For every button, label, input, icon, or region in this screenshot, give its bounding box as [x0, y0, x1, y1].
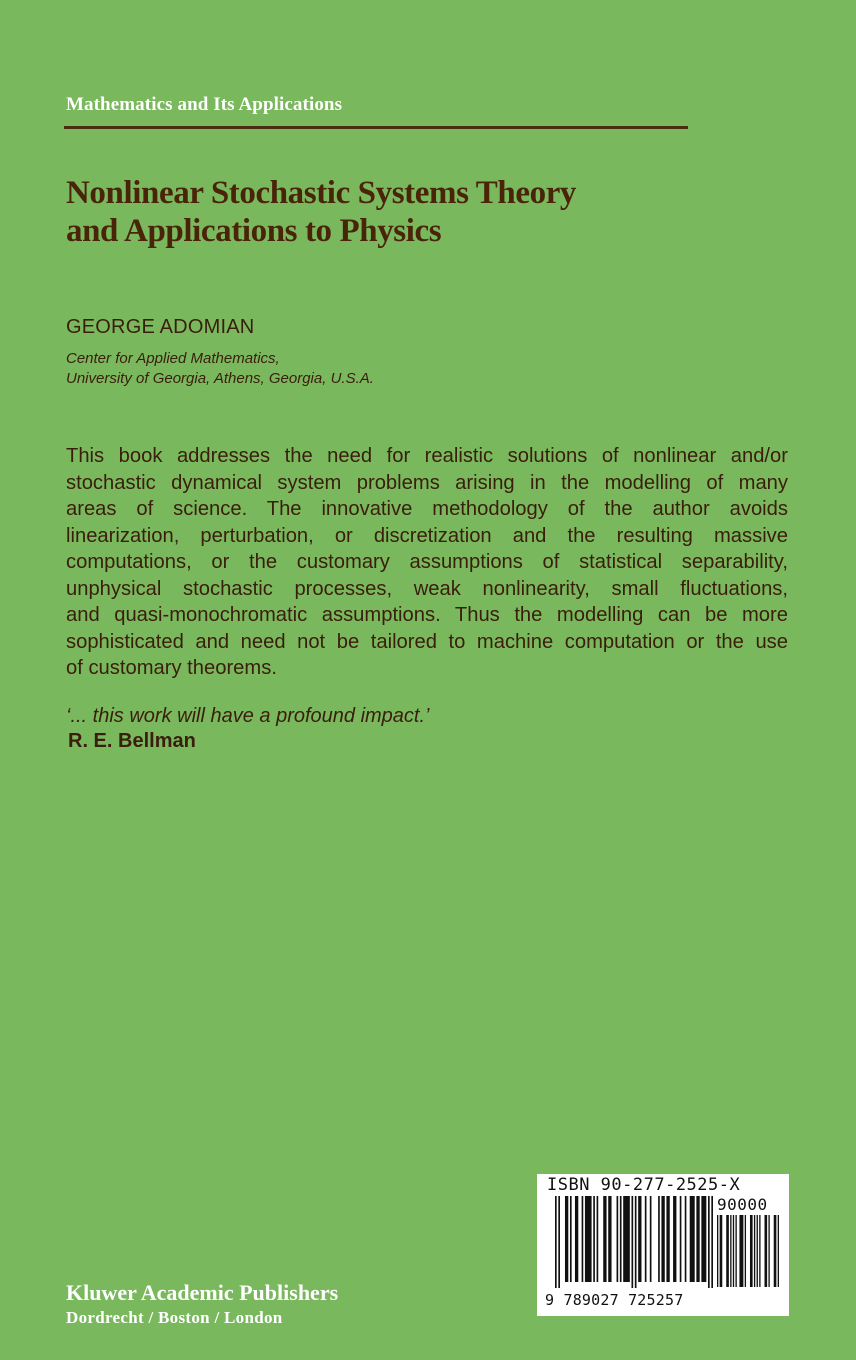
description-line: and quasi-monochromatic assumptions. Thus the modelling can be more [66, 604, 788, 626]
description-line: of customary theorems. [66, 657, 277, 679]
affiliation-line: Center for Applied Mathematics, [66, 350, 280, 367]
endorsement-author: R. E. Bellman [68, 730, 196, 752]
author-affiliation [66, 349, 374, 389]
barcode-bars [555, 1196, 715, 1292]
book-title-line: Nonlinear Stochastic Systems Theory [66, 175, 577, 211]
book-description [66, 443, 788, 682]
addon-barcode-bars [717, 1215, 781, 1289]
book-title [66, 174, 576, 250]
publisher-name: Kluwer Academic Publishers [66, 1280, 339, 1305]
isbn-label: ISBN 90-277-2525-X [547, 1175, 741, 1195]
description-line: This book addresses the need for realistic solutions of nonlinear and/or [66, 445, 788, 467]
affiliation-line: University of Georgia, Athens, Georgia, U.S.A. [66, 370, 374, 387]
book-title-line: and Applications to Physics [66, 213, 442, 249]
description-line: areas of science. The innovative methodology of the author avoids [66, 498, 788, 520]
author-name: GEORGE ADOMIAN [66, 316, 255, 338]
description-line: linearization, perturbation, or discretization and the resulting massive [66, 524, 788, 547]
endorsement-quote: ‘... this work will have a profound impact.’ [66, 705, 430, 727]
series-divider [64, 126, 688, 129]
isbn-barcode [537, 1174, 789, 1316]
description-line: unphysical stochastic processes, weak nonlinearity, small fluctuations, [66, 577, 788, 600]
price-code: 90000 [717, 1195, 768, 1214]
description-line: sophisticated and need not be tailored to machine computation or the use [66, 630, 788, 653]
series-title: Mathematics and Its Applications [66, 94, 343, 115]
publisher-cities: Dordrecht / Boston / London [66, 1308, 283, 1327]
description-line: computations, or the customary assumptions of statistical separability, [66, 551, 788, 573]
ean-number: 9 789027 725257 [545, 1291, 684, 1309]
description-line: stochastic dynamical system problems arising in the modelling of many [66, 471, 788, 494]
